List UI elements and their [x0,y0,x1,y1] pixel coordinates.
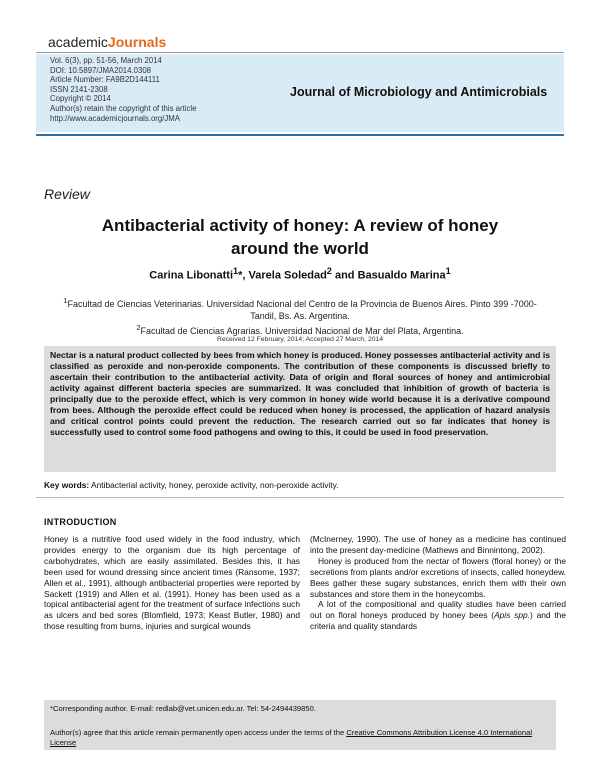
author-list [36,266,564,282]
section-heading: INTRODUCTION [44,517,117,527]
author-2: Varela Soledad [248,269,327,282]
license-text: Author(s) agree that this article remain permanently open access under the terms of the [50,728,347,737]
keywords-label: Key words: [44,480,90,490]
affiliation-1-continued: Tandil, Bs. As. Argentina. [250,311,350,321]
affiliation-2-marker: 2 [136,323,141,332]
article-meta [50,56,196,123]
author-3-affil: 1 [445,266,451,276]
affiliations [36,295,564,337]
received-dates: Received 12 February, 2014; Accepted 27 March, 2014 [216,336,384,343]
affiliation-2 [36,322,564,337]
meta-article-number: Article Number: FA9B2D144111 [50,75,160,85]
author-3: Basualdo Marina [357,269,446,282]
paragraph: (McInerney, 1990). The use of honey as a medicine has continued into the present day-medicine (Mathews and Binnintong, 2002). [310,534,566,555]
affiliation-1 [36,295,564,310]
keywords-divider [36,497,564,498]
article-type: Review [44,186,90,202]
meta-doi[interactable]: DOI: 10.5897/JMA2014.0308 [50,65,151,75]
author-1: Carina Libonatti [149,269,234,282]
logo-divider [36,52,564,53]
paragraph: Honey is a nutritive food used widely in the food industry, which provides energy to the organism due its high percentage of carbohydrates, which are easily assimilated. Besides this, it has been used for wound dressing since ancient times (Ransome, 1937; Allen et al., 1991), although antibacterial properties were reported by Sackett (1919) and Allen et al. (1991). Honey has been used as a topical antibacterial agent for the treatment of surface infections such as ulcers and bed sores (Blomfield, 1973; Keast Butler, 1980) and those resulting from burns, injuries and surgical wounds [44,534,300,632]
species-name: Apis spp. [494,610,530,621]
author-separator: and [331,269,358,282]
affiliation-1-text: Facultad de Ciencias Veterinarias. Universidad Nacional del Centro de la Provincia de Buenos Aires. Pinto 399 -7000- [67,299,537,309]
article-title-line1: Antibacterial activity of honey: A review of honey [101,216,499,235]
meta-journal-url[interactable]: http://www.academicjournals.org/JMA [50,113,180,123]
body-column-right [310,534,566,632]
paragraph: Honey is produced from the nectar of flowers (floral honey) or the secretions from plants and/or excretions of insects, called honeydew. Bees gather these sugary substances, enrich them with their own substances and store them in the honeycombs. [310,555,566,599]
article-title [36,214,564,260]
keywords [44,480,339,490]
author-2-affil: 2 [326,266,332,276]
body-column-left [44,534,300,632]
author-1-corresponding-mark: * [238,269,243,282]
logo-text-academic: academic [48,34,108,50]
logo-text-journals: Journals [107,34,167,50]
affiliation-1-marker: 1 [63,296,68,305]
abstract-text: Nectar is a natural product collected by bees from which honey is produced. Honey possesses antibacterial activity and is classified as peroxide and non-peroxide components. The contribution of these components is discussed briefly to ascertain their contribution to the antibacterial activity. Data of origin and floral sources of honey and antimicrobial activity against different bacteria species are summarized. It was concluded that inhibition of growth of bacteria is principally due to the peroxide effect, which is very common in honey wide world because it is a derivative compound from bees. Although the peroxide effect could be reduced when honey is processed, the application of hazard analysis and critical control points could prevent the reduction. The research carried out so far indicates that honey is successfully used to control some food pathogens and owing to this, it could be used in food preservation. [50,350,550,437]
keywords-list: Antibacterial activity, honey, peroxide activity, non-peroxide activity. [89,480,339,490]
author-separator: , [242,269,249,282]
license-link[interactable]: Creative Commons Attribution License 4.0 International License [50,728,533,747]
meta-issn: ISSN 2141-2308 [50,84,108,94]
paragraph [310,599,566,632]
journal-title: Journal of Microbiology and Antimicrobials [290,85,548,99]
paragraph-text: A lot of the compositional and quality studies have been carried out on floral honeys produced by honey bees ( [310,599,566,621]
license-note [50,728,550,748]
article-title-line2: around the world [231,239,369,258]
paragraph-text: ) and the criteria and quality standards [310,610,566,632]
meta-copyright: Copyright © 2014 [50,94,111,104]
affiliation-2-text: Facultad de Ciencias Agrarias. Universidad Nacional de Mar del Plata, Argentina. [140,326,464,336]
publisher-logo [48,34,166,50]
header-rule [36,134,564,136]
meta-volume: Vol. 6(3), pp. 51-56, March 2014 [50,56,162,65]
author-1-affil: 1 [233,266,239,276]
meta-copyright-note: Author(s) retain the copyright of this article [50,103,197,113]
corresponding-author-note: *Corresponding author. E-mail: redlab@vet.unicen.edu.ar. Tel: 54-2494439850. [50,704,316,713]
